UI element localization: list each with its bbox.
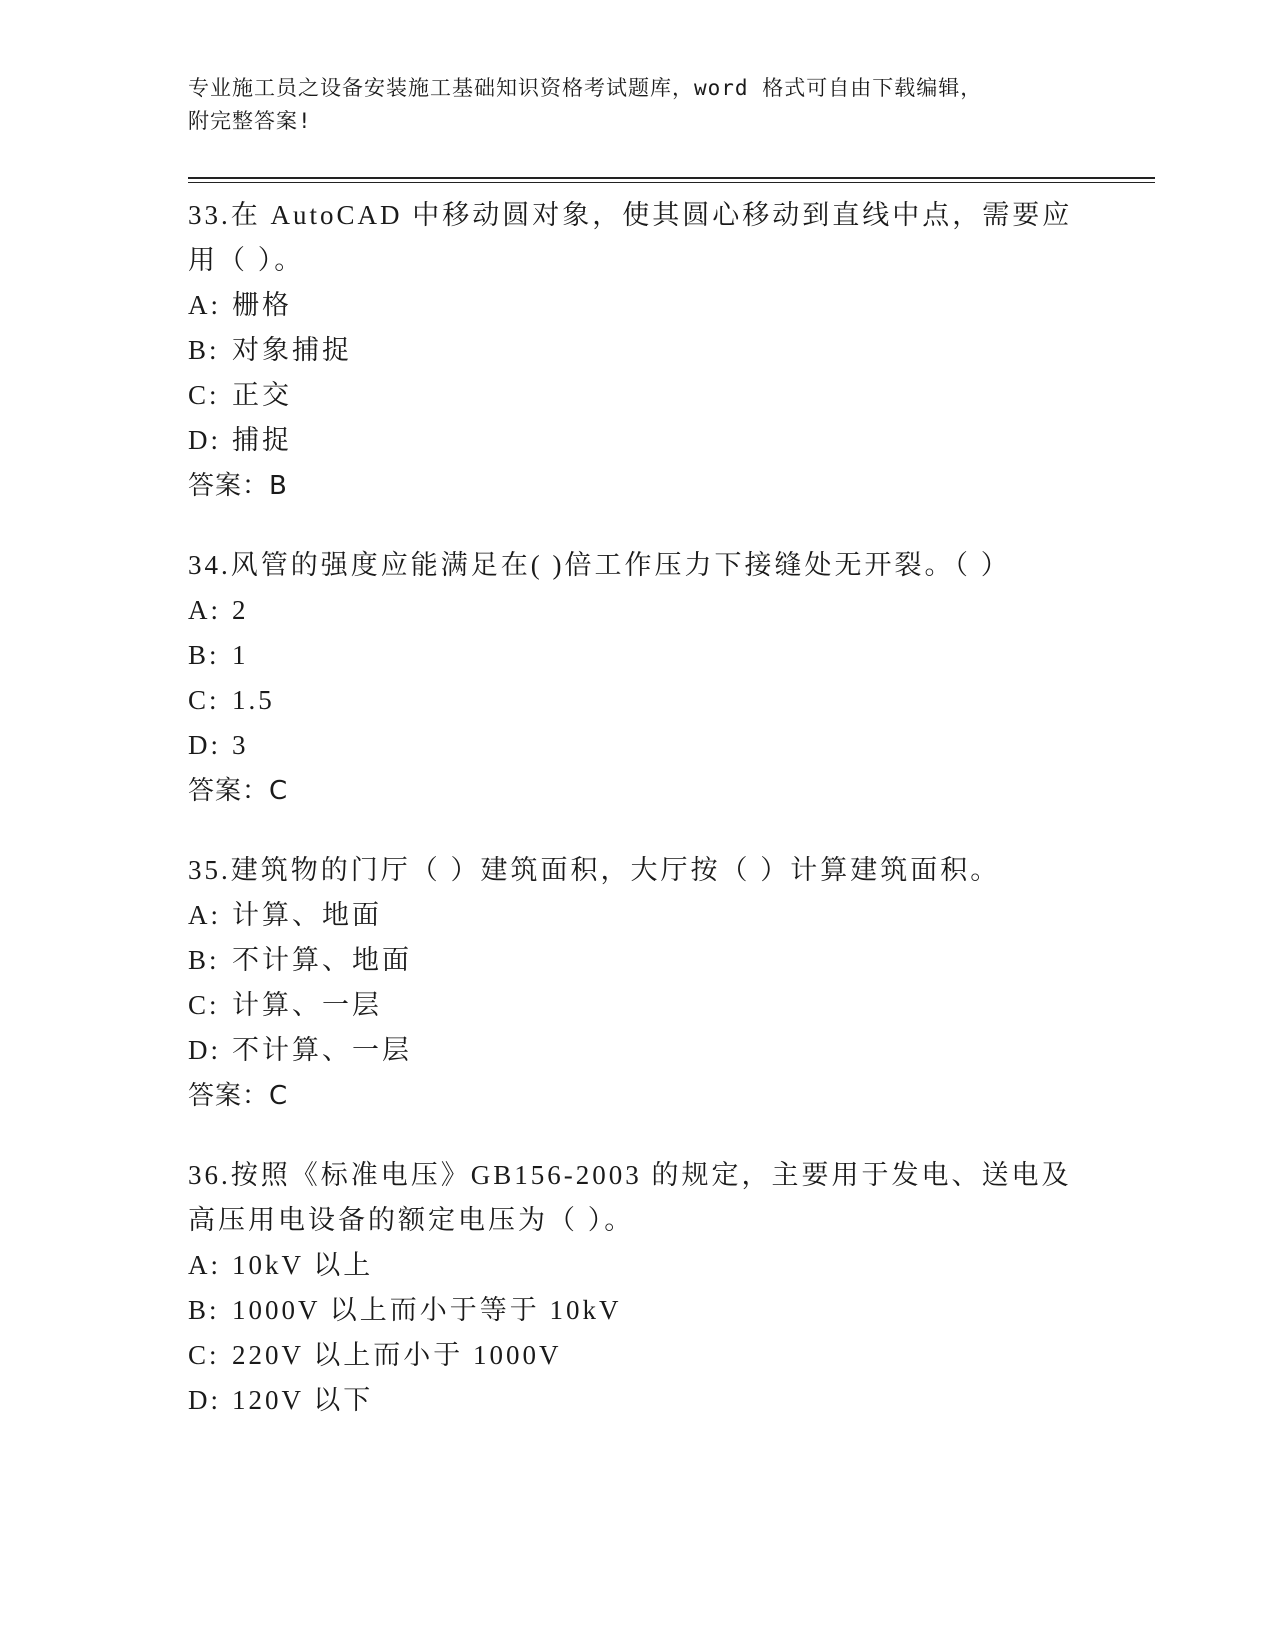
option-value: 2	[232, 595, 249, 625]
answer-label: 答案：C	[188, 776, 289, 806]
option-d	[188, 418, 1088, 463]
option-value: 220V 以上而小于 1000V	[232, 1340, 562, 1370]
option-key: C:	[188, 380, 220, 410]
question-34	[188, 543, 1088, 814]
option-c	[188, 983, 1088, 1028]
option-key: A:	[188, 1250, 221, 1280]
header-line-1: 专业施工员之设备安装施工基础知识资格考试题库，word 格式可自由下载编辑，	[188, 76, 983, 100]
option-value: 不计算、地面	[232, 945, 412, 975]
option-value: 3	[232, 730, 249, 760]
option-a	[188, 283, 1088, 328]
option-b	[188, 938, 1088, 983]
question-text: 35.建筑物的门厅（ ）建筑面积，大厅按（ ）计算建筑面积。	[188, 855, 1001, 885]
option-key: B:	[188, 335, 220, 365]
question-text: 36.按照《标准电压》GB156-2003 的规定，主要用于发电、送电及高压用电设备的额定电压为（ ）。	[188, 1160, 1072, 1235]
option-d	[188, 1378, 1088, 1423]
document-header	[188, 72, 1088, 138]
option-c	[188, 373, 1088, 418]
option-value: 对象捕捉	[232, 335, 352, 365]
option-b	[188, 633, 1088, 678]
option-c	[188, 1333, 1088, 1378]
option-value: 栅格	[232, 290, 292, 320]
header-divider-top	[188, 177, 1155, 179]
option-key: B:	[188, 945, 220, 975]
header-line-2: 附完整答案!	[188, 109, 312, 133]
option-key: D:	[188, 1035, 221, 1065]
question-text: 33.在 AutoCAD 中移动圆对象，使其圆心移动到直线中点，需要应用（ ）。	[188, 200, 1073, 275]
option-key: B:	[188, 1295, 220, 1325]
option-b	[188, 1288, 1088, 1333]
question-36	[188, 1153, 1088, 1423]
option-key: C:	[188, 685, 220, 715]
answer-label: 答案：C	[188, 1081, 289, 1111]
option-a	[188, 588, 1088, 633]
option-key: D:	[188, 1385, 221, 1415]
answer-label: 答案：B	[188, 471, 288, 501]
header-divider-bottom	[188, 182, 1155, 183]
option-value: 10kV 以上	[232, 1250, 374, 1280]
question-list	[188, 193, 1088, 1457]
option-key: C:	[188, 1340, 220, 1370]
option-key: A:	[188, 290, 221, 320]
option-d	[188, 1028, 1088, 1073]
option-key: A:	[188, 595, 221, 625]
question-text: 34.风管的强度应能满足在( )倍工作压力下接缝处无开裂。（ ）	[188, 550, 1011, 580]
option-c	[188, 678, 1088, 723]
option-value: 正交	[232, 380, 292, 410]
option-value: 1000V 以上而小于等于 10kV	[232, 1295, 622, 1325]
option-value: 计算、地面	[232, 900, 382, 930]
question-33	[188, 193, 1088, 509]
option-key: D:	[188, 425, 221, 455]
option-a	[188, 893, 1088, 938]
option-a	[188, 1243, 1088, 1288]
option-value: 不计算、一层	[232, 1035, 412, 1065]
option-key: B:	[188, 640, 220, 670]
question-35	[188, 848, 1088, 1119]
option-value: 1.5	[232, 685, 275, 715]
option-key: A:	[188, 900, 221, 930]
option-b	[188, 328, 1088, 373]
option-value: 计算、一层	[232, 990, 382, 1020]
option-value: 1	[232, 640, 249, 670]
option-key: C:	[188, 990, 220, 1020]
option-key: D:	[188, 730, 221, 760]
option-value: 120V 以下	[232, 1385, 374, 1415]
option-value: 捕捉	[232, 425, 292, 455]
option-d	[188, 723, 1088, 768]
